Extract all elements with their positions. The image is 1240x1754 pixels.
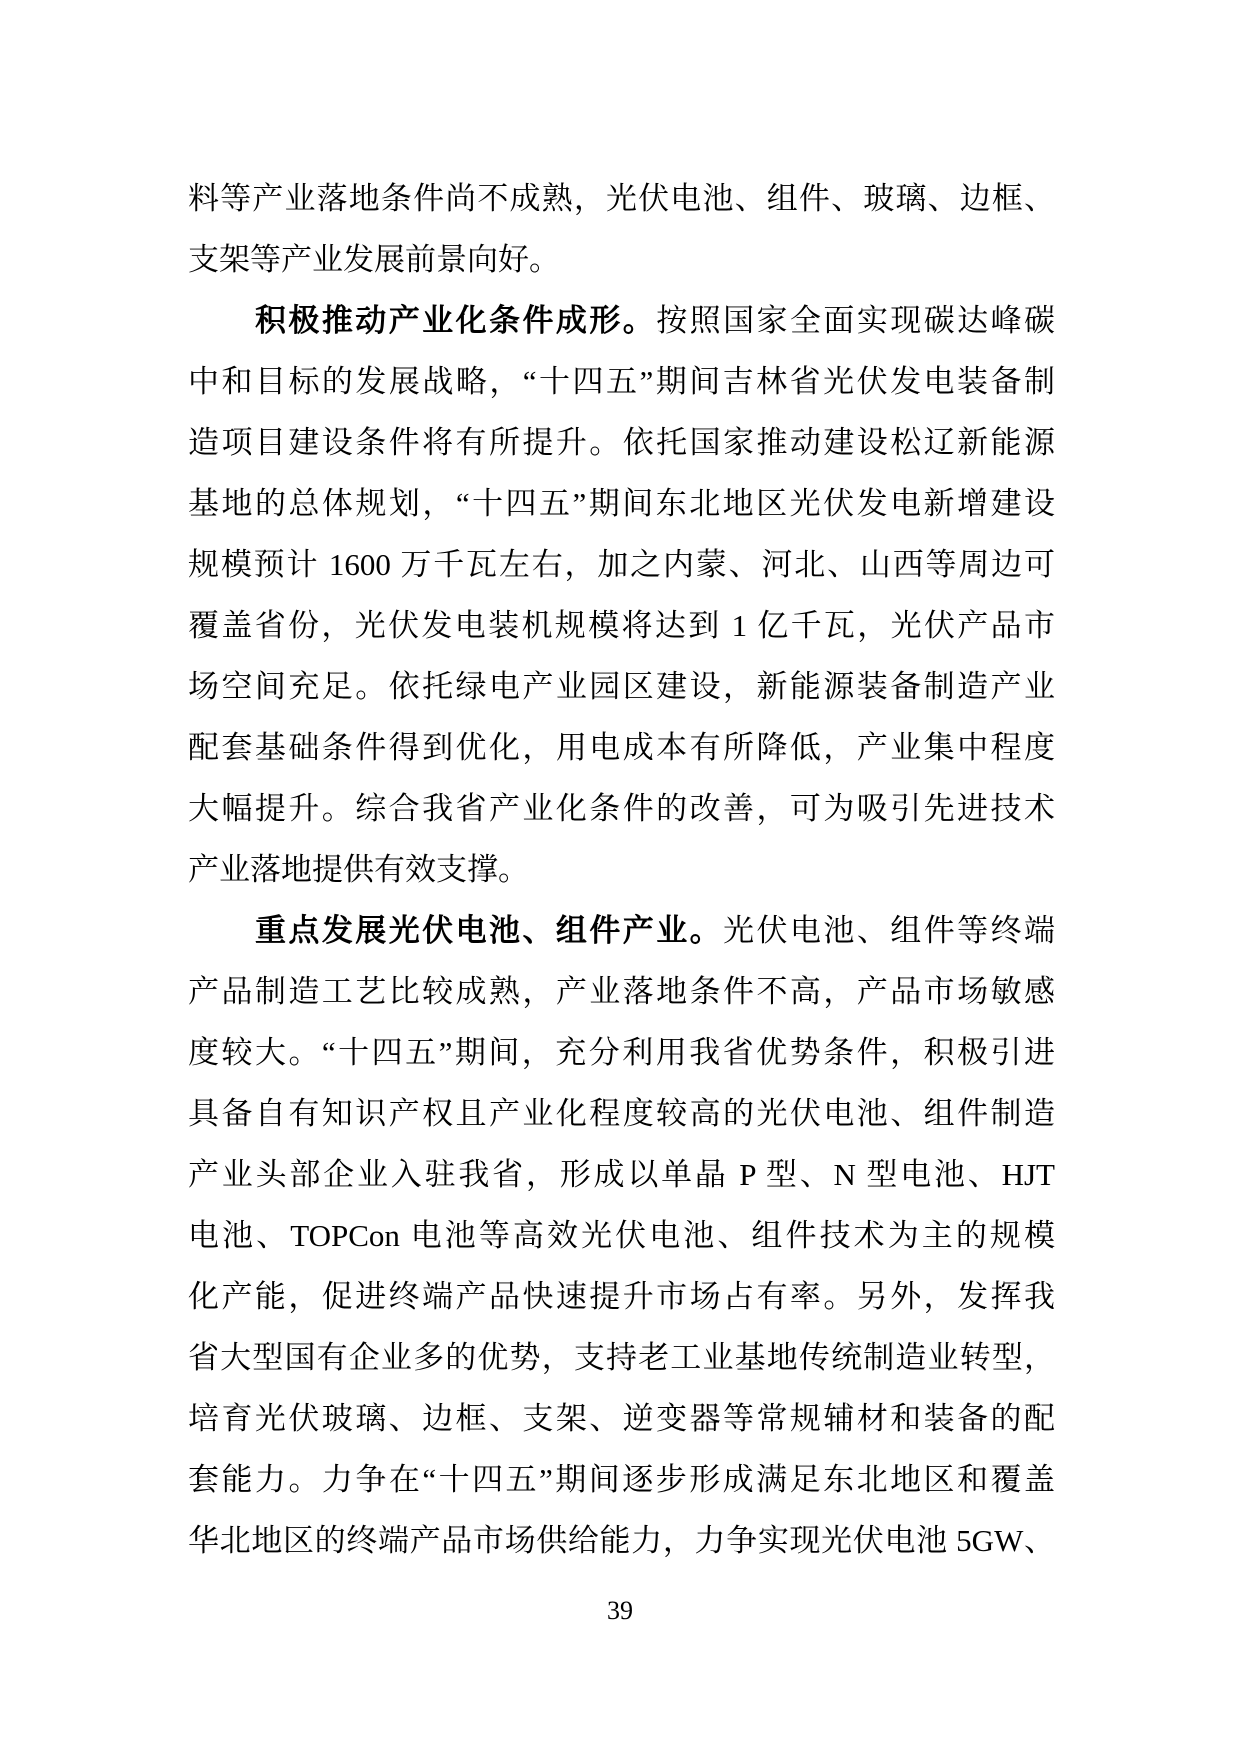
text-run: 配套基础条件得到优化，用电成本有所降低，产业集中程度	[188, 730, 1055, 765]
text-line	[188, 1266, 1055, 1327]
text-line	[188, 534, 1055, 595]
text-run: 产业头部企业入驻我省，形成以单晶 P 型、N 型电池、HJT	[188, 1157, 1055, 1192]
text-run: 中和目标的发展战略，“十四五”期间吉林省光伏发电装备制	[188, 364, 1055, 399]
text-run: 化产能，促进终端产品快速提升市场占有率。另外，发挥我	[188, 1279, 1055, 1314]
text-line	[188, 778, 1055, 839]
text-run: 大幅提升。综合我省产业化条件的改善，可为吸引先进技术	[188, 791, 1055, 826]
text-line	[188, 1449, 1055, 1510]
text-run: 度较大。“十四五”期间，充分利用我省优势条件，积极引进	[188, 1035, 1055, 1070]
text-line	[188, 595, 1055, 656]
text-line	[188, 351, 1055, 412]
text-line	[188, 412, 1055, 473]
text-line	[188, 1083, 1055, 1144]
paragraph-lead: 积极推动产业化条件成形。	[255, 303, 657, 338]
text-run: 规模预计 1600 万千瓦左右，加之内蒙、河北、山西等周边可	[188, 547, 1055, 582]
text-run: 按照国家全面实现碳达峰碳	[656, 303, 1055, 338]
text-line	[188, 168, 1055, 229]
text-line	[188, 473, 1055, 534]
text-line	[188, 1510, 1055, 1571]
paragraph-lead: 重点发展光伏电池、组件产业。	[255, 913, 724, 948]
text-run: 支架等产业发展前景向好。	[188, 242, 560, 277]
text-line	[188, 1327, 1055, 1388]
text-run: 覆盖省份，光伏发电装机规模将达到 1 亿千瓦，光伏产品市	[188, 608, 1055, 643]
text-line	[188, 717, 1055, 778]
text-run: 套能力。力争在“十四五”期间逐步形成满足东北地区和覆盖	[188, 1462, 1055, 1497]
text-line	[188, 1388, 1055, 1449]
text-line	[188, 1144, 1055, 1205]
text-run: 造项目建设条件将有所提升。依托国家推动建设松辽新能源	[188, 425, 1055, 460]
text-line	[188, 1022, 1055, 1083]
text-run: 产业落地提供有效支撑。	[188, 852, 529, 887]
text-run: 场空间充足。依托绿电产业园区建设，新能源装备制造产业	[188, 669, 1055, 704]
text-run: 具备自有知识产权且产业化程度较高的光伏电池、组件制造	[188, 1096, 1055, 1131]
text-run: 产品制造工艺比较成熟，产业落地条件不高，产品市场敏感	[188, 974, 1055, 1009]
text-run: 基地的总体规划，“十四五”期间东北地区光伏发电新增建设	[188, 486, 1055, 521]
text-line	[188, 656, 1055, 717]
text-line	[188, 1205, 1055, 1266]
text-run: 电池、TOPCon 电池等高效光伏电池、组件技术为主的规模	[188, 1218, 1055, 1253]
text-line	[188, 961, 1055, 1022]
text-block	[188, 168, 1055, 1571]
text-run: 省大型国有企业多的优势，支持老工业基地传统制造业转型，	[188, 1340, 1055, 1375]
text-run: 华北地区的终端产品市场供给能力，力争实现光伏电池 5GW、	[188, 1523, 1055, 1558]
text-line	[188, 290, 1055, 351]
page-number: 39	[607, 1596, 633, 1625]
text-run: 料等产业落地条件尚不成熟，光伏电池、组件、玻璃、边框、	[188, 181, 1055, 216]
text-run: 光伏电池、组件等终端	[723, 913, 1055, 948]
text-line	[188, 900, 1055, 961]
text-line	[188, 839, 1055, 900]
text-run: 培育光伏玻璃、边框、支架、逆变器等常规辅材和装备的配	[188, 1401, 1055, 1436]
text-line	[188, 229, 1055, 290]
